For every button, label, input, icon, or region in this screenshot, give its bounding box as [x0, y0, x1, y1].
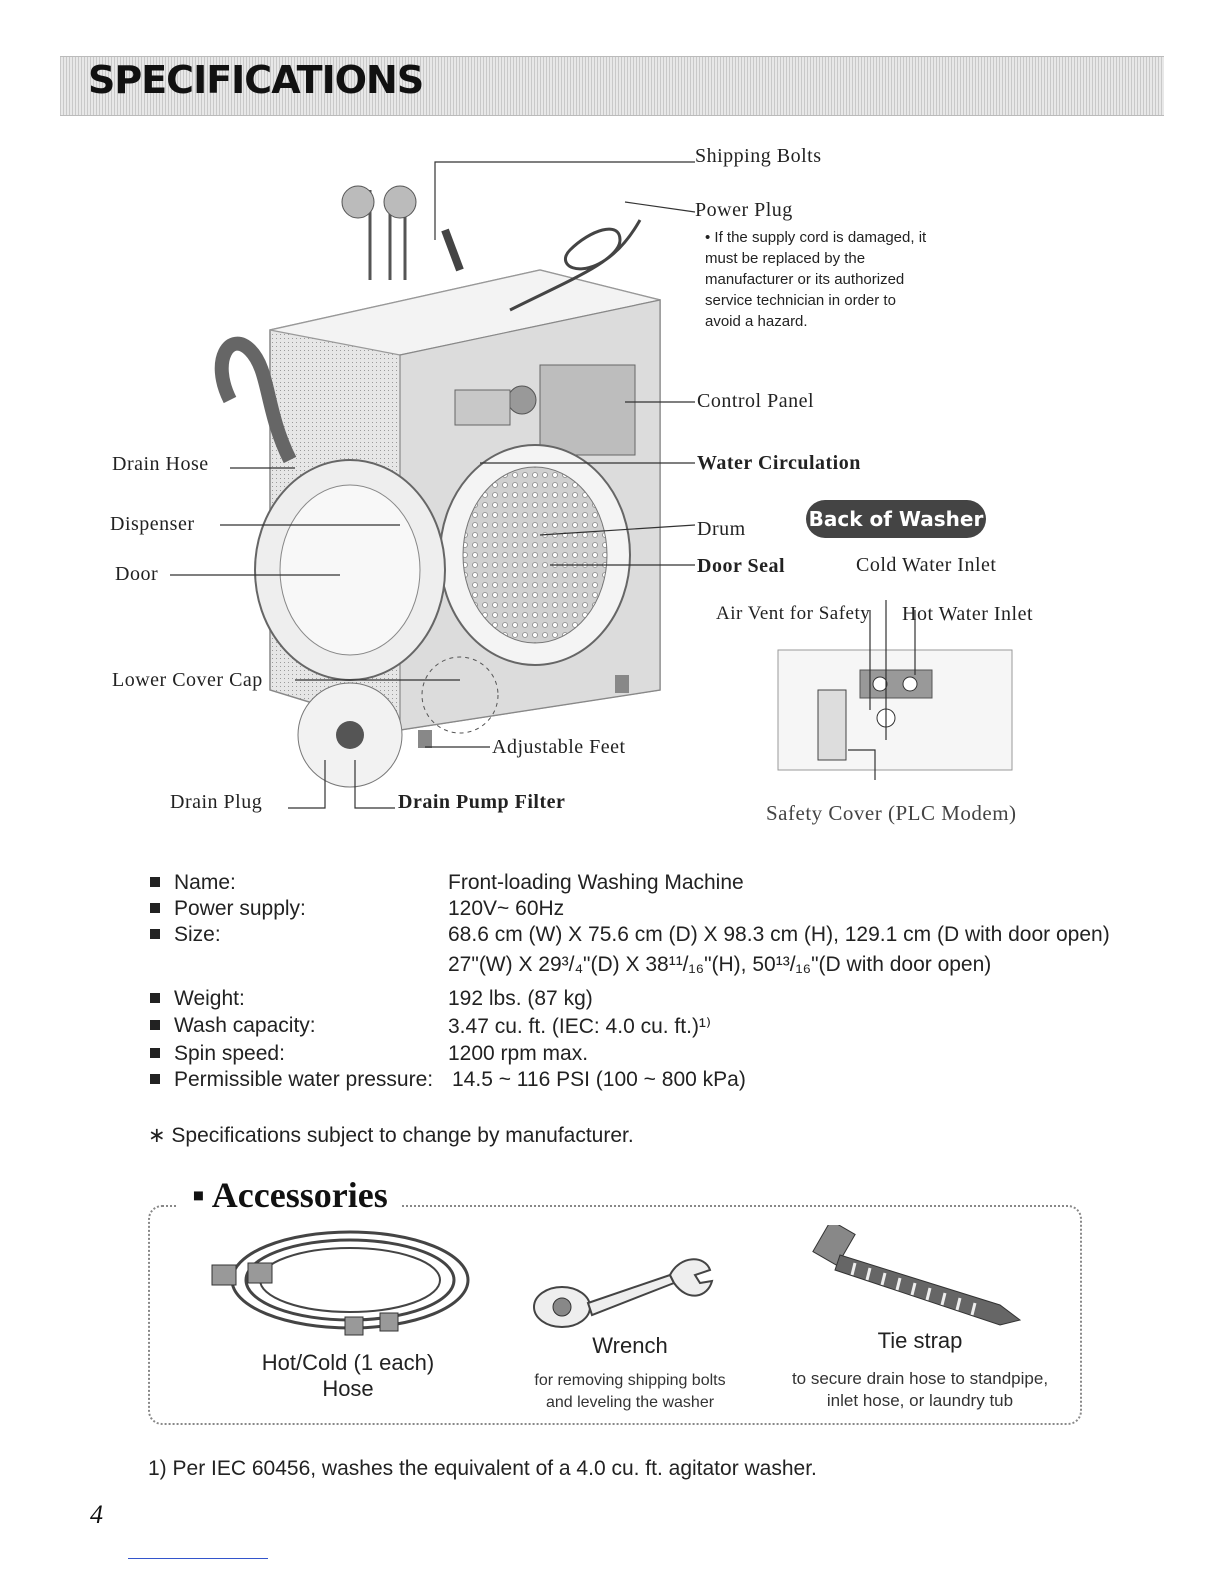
spec-value: 120V~ 60Hz: [448, 897, 565, 920]
spec-row: [150, 1042, 285, 1066]
drum: [463, 467, 607, 643]
spec-row: [150, 1014, 316, 1038]
spec-row: [150, 923, 221, 947]
accessory-wrench-desc-line2: and leveling the washer: [545, 1394, 715, 1411]
spec-label: Wash capacity:: [174, 1014, 316, 1037]
label-drum: Drum: [697, 518, 746, 540]
bullet-icon: [150, 1048, 160, 1058]
label-lower-cover-cap: Lower Cover Cap: [112, 669, 263, 691]
spec-row: [150, 871, 236, 895]
label-shipping-bolts: Shipping Bolts: [695, 145, 822, 167]
label-drain-plug: Drain Plug: [170, 791, 263, 813]
back-panel-shape: [778, 600, 1012, 780]
spec-row: [150, 897, 306, 921]
bullet-icon: [150, 929, 160, 939]
accessories-title: ▪ Accessories: [178, 1174, 402, 1216]
bullet-icon: [150, 1074, 160, 1084]
tie-strap-icon: [813, 1225, 1020, 1325]
wrench-icon: [534, 1259, 712, 1327]
accessory-hose-line1: Hot/Cold (1 each): [261, 1350, 435, 1375]
label-water-circulation: Water Circulation: [697, 452, 861, 474]
label-drain-hose: Drain Hose: [112, 453, 209, 475]
spec-value: 192 lbs. (87 kg): [448, 987, 593, 1010]
page-title: SPECIFICATIONS: [88, 58, 424, 102]
power-plug-note: • If the supply cord is damaged, it must be replaced by the manufacturer or its authorized service technician in order to avoid a hazard.: [705, 229, 927, 330]
page-bottom-rule: [128, 1558, 268, 1559]
spec-value: 68.6 cm (W) X 75.6 cm (D) X 98.3 cm (H), 129.1 cm (D with door open): [448, 923, 1110, 946]
label-door-seal: Door Seal: [697, 555, 786, 577]
disclaimer: ∗ Specifications subject to change by manufacturer.: [148, 1124, 634, 1147]
spec-row: [150, 987, 245, 1011]
label-door: Door: [115, 563, 159, 585]
label-hot-water-inlet: Hot Water Inlet: [902, 603, 1034, 625]
accessory-hose-name: [238, 1350, 458, 1402]
accessory-hose-line2: Hose: [322, 1376, 374, 1401]
label-dispenser: Dispenser: [110, 513, 195, 535]
label-safety-cover: Safety Cover (PLC Modem): [766, 801, 1017, 825]
spec-label: Weight:: [174, 987, 245, 1010]
spec-value: 27"(W) X 29³/₄"(D) X 38¹¹/₁₆"(H), 50¹³/₁₆"(D with door open): [448, 953, 992, 976]
bullet-icon: [150, 993, 160, 1003]
spec-label: Spin speed:: [174, 1042, 285, 1065]
accessory-tie-strap-desc: [760, 1368, 1080, 1412]
spec-label: Permissible water pressure:: [174, 1068, 434, 1091]
accessory-tie-strap-desc-line1: to secure drain hose to standpipe,: [791, 1369, 1049, 1388]
accessory-wrench-name: Wrench: [592, 1333, 668, 1358]
label-drain-pump-filter: Drain Pump Filter: [398, 791, 566, 813]
spec-label: Name:: [174, 871, 236, 894]
label-air-vent: Air Vent for Safety: [716, 603, 871, 624]
dispenser-drawer: [455, 390, 510, 425]
footnote: 1) Per IEC 60456, washes the equivalent of a 4.0 cu. ft. agitator washer.: [148, 1457, 817, 1480]
spec-label: Power supply:: [174, 897, 306, 920]
bullet-icon: [150, 903, 160, 913]
bullet-icon: [150, 1020, 160, 1030]
back-of-washer-badge: Back of Washer: [806, 500, 986, 538]
hose-icon: [212, 1232, 468, 1335]
spec-value: 1200 rpm max.: [448, 1042, 589, 1065]
spec-value: Front-loading Washing Machine: [448, 871, 744, 894]
accessory-wrench-desc-line1: for removing shipping bolts: [534, 1372, 726, 1389]
label-power-plug: Power Plug: [695, 199, 793, 221]
spec-label: Size:: [174, 923, 221, 946]
spec-row: [150, 1068, 433, 1092]
accessory-wrench-desc: [505, 1370, 755, 1414]
control-panel-shape: [540, 365, 635, 455]
accessories-illustrations: [200, 1225, 1060, 1345]
label-adjustable-feet: Adjustable Feet: [492, 736, 626, 758]
accessory-tie-strap-name: Tie strap: [877, 1328, 963, 1353]
accessory-tie-strap-desc-line2: inlet hose, or laundry tub: [826, 1391, 1014, 1410]
label-control-panel: Control Panel: [697, 390, 815, 412]
label-cold-water-inlet: Cold Water Inlet: [856, 554, 997, 576]
page-number: 4: [90, 1500, 103, 1529]
bullet-icon: [150, 877, 160, 887]
spec-value: 3.47 cu. ft. (IEC: 4.0 cu. ft.)¹⁾: [448, 1015, 712, 1038]
spec-value: 14.5 ~ 116 PSI (100 ~ 800 kPa): [452, 1068, 746, 1091]
